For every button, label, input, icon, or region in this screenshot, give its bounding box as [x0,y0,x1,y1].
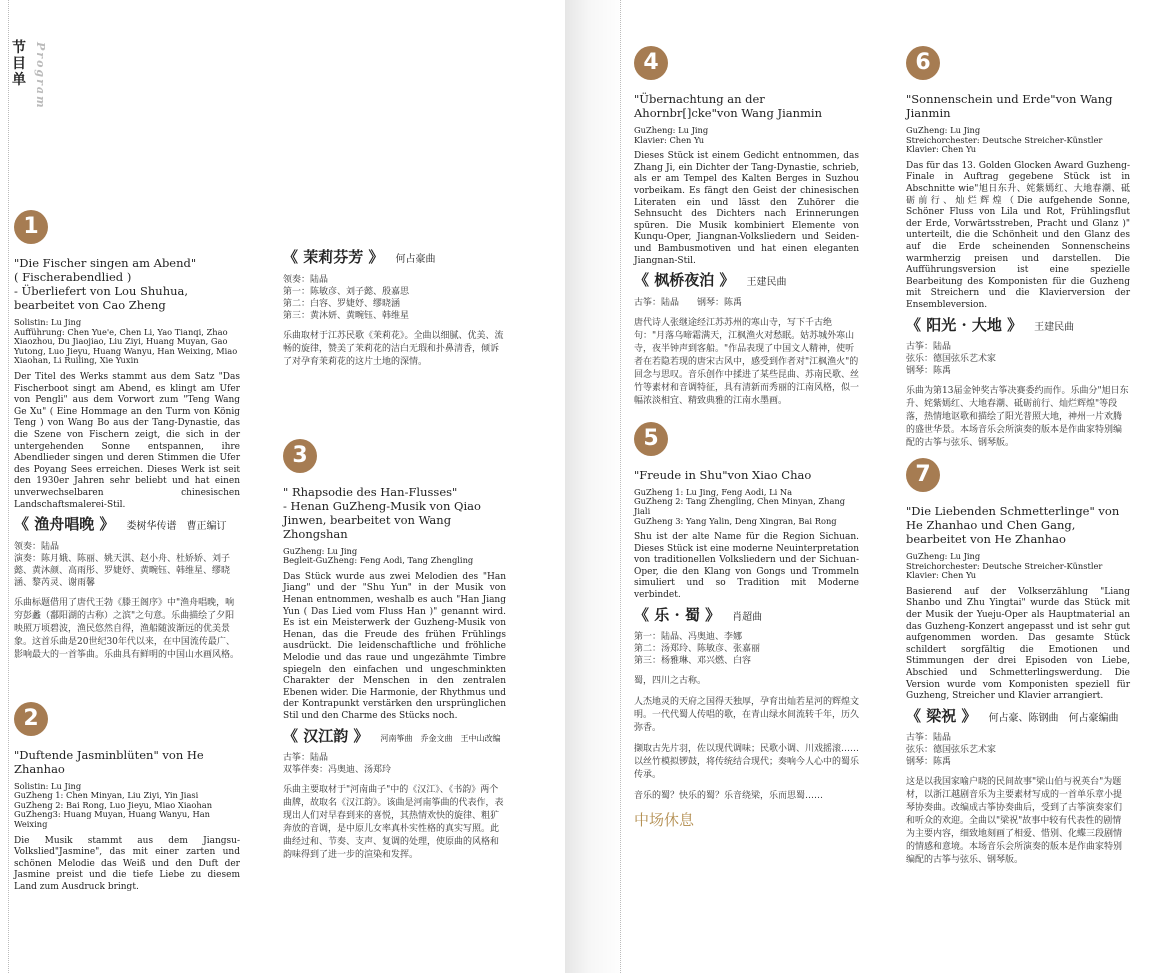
piece-6-cn-performers: 古筝：陆晶 弦乐：德国弦乐艺术家 钢琴：陈禹 [906,342,997,377]
piece-1-cn-performers: 领奏：陆晶 演奏：陈月娥、陈丽、姚天淇、赵小舟、杜娇娇、刘子懿、黄沐颜、高雨彤、罗婕妤、黄畹钰、韩维星、缪晓涵、黎芮灵、谢雨馨 [14,541,231,588]
number-badge-3: 3 [283,439,317,473]
piece-2-performers: Solistin: Lu Jing GuZheng 1: Chen Minyan, Liu Ziyi, Yin Jiasi GuZheng 2: Bai Rong, Luo Jieyu, Miao Xiaohan GuZheng3: Huang Muyan, Huang Wanyu, Han Weixing [14,780,213,830]
piece-3-cn-composer: 河南筝曲 乔金文曲 王中山改编 [380,733,501,743]
piece-7 [906,458,1130,867]
piece-5-description: Shu ist der alte Name für die Region Sichuan. Dieses Stück ist eine moderne Neuinterpretation von traditionellen Volksliedern und der Sichuan-Oper, die den Klang von Gongs und Trommeln simuliert und so Tradition mit Moderne verbindet. [634,532,859,601]
piece-6 [906,46,1130,450]
piece-3-cn-performers: 古筝：陆晶 双筝伴奏：冯奥迪、汤郑玲 [283,753,392,776]
piece-3-cn-heading [283,726,506,745]
piece-7-cn-description: 这是以我国家喻户晓的民间故事"梁山伯与祝英台"为题材，以浙江越剧音乐为主要素材写成的一首单乐章小提琴协奏曲。改编成古筝协奏曲后，受到了古筝演奏家们和听众的欢迎。全曲以"梁祝"故事中较有代表性的剧情为主要内容，细致地刻画了相爱、惜别、化蝶三段剧情的情感和意境。本场音乐会所演奏的版本是作曲家特别编配的古筝与弦乐、钢琴版。 [906,777,1123,866]
piece-4-cn-composer: 王建民曲 [746,277,787,289]
piece-1-cn-description: 乐曲标题借用了唐代王勃《滕王阁序》中"渔舟唱晚，响穷彭蠡（鄱阳湖的古称）之滨"之句意。乐曲描绘了夕阳映照万顷碧波，渔民悠然自得，渔船随波渐远的优美景象。这首乐曲是20世纪30年代以来，在中国流传最广、影响最大的一首筝曲。乐曲具有鲜明的中国山水画风格。 [14,597,240,660]
piece-7-cn-composer: 何占豪、陈钢曲 何占豪编曲 [988,712,1119,724]
piece-6-cn-heading [906,315,1130,334]
piece-6-cn-description: 乐曲为第13届金钟奖古筝决赛委约而作。乐曲分"旭日东升、姹紫嫣红、大地春潮、砥砺前行、灿烂辉煌"等段落，热情地讴歌和描绘了阳光普照大地，神州一片欢腾的盛世华景。本场音乐会所演奏的版本是作曲家特别编配的古筝与弦乐、钢琴版。 [906,386,1129,449]
piece-1-title: "Die Fischer singen am Abend" ( Fischerabendlied ) - Überliefert von Lou Shuhua, bearbeitet von Cao Zheng [14,256,197,312]
number-badge-1: 1 [14,210,48,244]
piece-3 [283,439,506,863]
right-dotted-line [620,0,621,973]
piece-1-cn-composer: 娄树华传谱 曹正编订 [126,521,227,533]
piece-4-cn-description: 唐代诗人张继途经江苏苏州的寒山寺，写下千古绝句："月落乌啼霜满天，江枫渔火对愁眠。姑苏城外寒山寺，夜半钟声到客船。"作品表现了中国文人精神，使听者在若隐若现的唐宋古风中，感受到作者对"江枫渔火"的回念与思叹。音乐创作中揉进了某些昆曲、苏南民歌、丝竹等素材和音调特征，具有清新而秀丽的江南风格，似一幅浓淡相宜、精致典雅的江南水墨画。 [634,317,860,406]
piece-5-cn-title: 《 乐 · 蜀 》 [634,605,721,624]
piece-5-cn-composer: 肖超曲 [732,611,763,623]
program-title: 节目单 [12,40,26,88]
piece-1-performers: Solistin: Lu Jing Aufführung: Chen Yue'e, Chen Li, Yao Tianqi, Zhao Xiaozhou, Du Jiaojiao, Liu Ziyi, Huang Muyan, Gao Yutong, Luo Jieyu, Huang Wanyu, Han Weixing, Miao Xiaohan, Li Ruiling, Xie Yuxin [14,317,238,366]
program-subtitle: Program [34,42,47,110]
piece-3-description: Das Stück wurde aus zwei Melodien des "Han Jiang" und der "Shu Yun" in der Musik von Henan entnommen, weshalb es auch "Han Jiang Yun ( Das Lied vom Fluss Han )" genannt wird. Es ist ein Meisterwerk der Guzheng-Musik von Henan, das die Freude des frühen Frühlings ausdrückt. Die leidenschaftliche und fröhliche Melodie und das raue und ungezähmte Timbre spiegeln den einfachen und ungeschminkten Charakter der Menschen in den zentralen Ebenen wider. Die Harmonie, der Rhythmus und der Kontrapunkt verstärken den ursprünglichen Stil und den Charme des Stücks noch. [283,571,506,721]
piece-2-cn [283,248,506,369]
piece-3-title: " Rhapsodie des Han-Flusses" - Henan GuZheng-Musik von Qiao Jinwen, bearbeitet von Wang Zhongshan [283,484,481,541]
piece-5-cn-heading [634,605,859,624]
piece-2-description: Die Musik stammt aus dem Jiangsu-Volkslied"Jasmine", das mit einer zarten und schönen Melodie das Weiß und den Duft der Jasmine preist und die tiefe Liebe zu diesem Land zum Ausdruck bringt. [14,835,240,893]
column-3 [634,46,860,830]
piece-1-description: Der Titel des Werks stammt aus dem Satz "Das Fischerboot singt am Abend, es klingt am Ufer von Pengli" aus dem Vorwort zum "Teng Wang Ge Xu" ( Eine Hommage an den Turm von König Teng ) von Wang Bo aus der Tang-Dynastie, das die Szene von Fischern zeigt, die sich in der untergehenden Sonne entspannen, ihre Abendlieder singen und deren Stimmen die Ufer des Poyang Sees erreichen. Dieses Werk ist seit den 1930er Jahren sehr beliebt und hat einen unverwechselbaren chinesischen Landschaftsmalerei-Stil. [14,371,240,510]
piece-2-cn-performers: 领奏：陆晶 第一：陈敏彦、刘子懿、殷嘉思 第二：白容、罗婕妤、缪晓涵 第三：黄沐妍、黄畹钰、韩维星 [283,274,410,321]
piece-6-cn-title: 《 阳光 · 大地 》 [906,315,1023,334]
piece-4-description: Dieses Stück ist einem Gedicht entnommen, das Zhang Ji, ein Dichter der Tang-Dynastie, schrieb, als er am Tempel des Kalten Berges in Suzhou vorbeikam. Es fängt den Geist der chinesischen Literaten ein und lässt den Zuhörer die Sehnsucht des Dichters nach Erinnerungen spüren. Die Musik kombiniert Elemente von Kunqu-Oper, Jiangnan-Volksliedern und Seiden- und Bambusmotiven und hat einen eleganten Jiangnan-Stil. [634,151,859,266]
piece-7-cn-title: 《 梁祝 》 [906,706,977,725]
piece-1-cn-heading [14,515,240,534]
piece-6-description: Das für das 13. Golden Glocken Award Guzheng-Finale in Auftrag gegebene Stück ist in Abschnitte wie"旭日东升、姹紫嫣红、大地春潮、砥砺前行、灿烂辉煌（Die aufgehende Sonne, Schöner Fluss von Lila und Rot, Frühlingsflut der Erde, Vorwärtsstreben, Pracht und Glanz )" unterteilt, die die Schönheit und den Glanz des auf die Erde scheinenden Sonnenscheins warmherzig preisen und darstellen. Die Aufführungsversion ist eine spezielle Bearbeitung des Komponisten für die Guzheng mit Streichern und die Klavierversion der Ensembleversion. [906,160,1130,310]
piece-7-performers: GuZheng: Lu Jing Streichorchester: Deutsche Streicher-Künstler Klavier: Chen Yu [906,551,1103,581]
piece-5-cn-description-4: 音乐的蜀？快乐的蜀？乐音绕梁，乐而思蜀…… [634,791,824,802]
number-badge-4: 4 [634,46,668,80]
piece-4 [634,46,859,408]
piece-4-performers: GuZheng: Lu Jing Klavier: Chen Yu [634,125,709,145]
piece-7-cn-performers: 古筝：陆晶 弦乐：德国弦乐艺术家 钢琴：陈禹 [906,733,997,768]
piece-5-cn-description-2: 人杰地灵的天府之国得天独厚，孕育出灿若星河的辉煌文明。一代代蜀人传唱的歌，在青山绿水间流转千年，历久弥香。 [634,697,860,734]
intermission-label: 中场休息 [634,811,695,830]
number-badge-5: 5 [634,422,668,456]
piece-4-cn-title: 《 枫桥夜泊 》 [634,271,735,290]
number-badge-2: 2 [14,702,48,736]
piece-4-cn-heading [634,271,859,290]
piece-5-cn-description-3: 撷取古先片羽，佐以现代调味；民歌小调、川戏摇滚……以丝竹模拟锣鼓，将传统结合现代；奏响今人心中的蜀乐传承。 [634,744,860,781]
piece-5-cn-performers: 第一：陆晶、冯奥迪、李娜 第二：汤郑玲、陈敏彦、张嘉丽 第三：杨雅琳、邓兴燃、白容 [634,632,761,667]
left-dotted-line [8,0,9,973]
piece-2-cn-title: 《 茉莉芬芳 》 [283,248,384,266]
piece-6-performers: GuZheng: Lu Jing Streichorchester: Deutsche Streicher-Künstler Klavier: Chen Yu [906,125,1103,155]
piece-2 [14,702,240,894]
page-gutter [565,0,625,973]
column-1 [14,210,240,902]
number-badge-7: 7 [906,458,940,492]
piece-5 [634,422,859,804]
piece-1-cn-title: 《 渔舟唱晚 》 [14,515,115,534]
piece-3-cn-description: 乐曲主要取材于"河南曲子"中的《汉江》、《书韵》两个曲牌，故取名《汉江韵》。该曲是河南筝曲的代表作，表现出人们对早春到来的喜悦，其热情欢快的旋律、粗犷奔放的音调，是中原儿女率真朴实性格的真实写照。此曲经过和、节奏、支声、复调的处理，使原曲的风格和韵味得到了进一步的渲染和发挥。 [283,785,504,861]
column-4 [906,46,1130,875]
piece-2-cn-composer: 何占豪曲 [395,254,436,265]
piece-5-title: "Freude in Shu"von Xiao Chao [634,467,812,482]
piece-5-performers: GuZheng 1: Lu Jing, Feng Aodi, Li Na GuZheng 2: Tang Zhengling, Chen Minyan, Zhang Jiali GuZheng 3: Yang Yalin, Deng Xingran, Bai Rong [634,486,846,526]
piece-1 [14,210,240,662]
piece-7-description: Basierend auf der Volkserzählung "Liang Shanbo und Zhu Yingtai" wurde das Stück mit der Musik der Yueju-Oper als Hauptmaterial an das Guzheng-Konzert angepasst und ist sehr gut aufgenommen worden. Das gesamte Stück schildert sorgfältig die Emotionen und Stimmungen der drei Episoden von Liebe, Abschied und Schmetterlingswerdung. Die Version wurde vom Komponisten speziell für Guzheng, Streicher und Klavier arrangiert. [906,586,1130,702]
program-heading [12,40,47,110]
piece-7-title: "Die Liebenden Schmetterlinge" von He Zhanhao und Chen Gang, bearbeitet von He Zhanhao [906,504,1120,547]
piece-2-cn-heading [283,248,506,266]
piece-7-cn-heading [906,706,1130,725]
piece-3-cn-title: 《 汉江韵 》 [283,726,369,745]
piece-4-title: "Übernachtung an der Ahornbr[]cke"von Wang Jianmin [634,92,822,120]
piece-6-cn-composer: 王建民曲 [1034,321,1075,333]
number-badge-6: 6 [906,46,940,80]
piece-3-performers: GuZheng: Lu Jing Begleit-GuZheng: Feng Aodi, Tang Zhengling [283,545,474,566]
piece-4-cn-performers: 古筝：陆晶 钢琴：陈禹 [634,297,743,308]
piece-5-cn-description-1: 蜀，四川之古称。 [634,676,707,687]
column-2 [283,248,506,870]
piece-2-cn-description: 乐曲取材于江苏民歌《茉莉花》。全曲以细腻、优美、流畅的旋律，赞美了茉莉花的洁白无瑕和扑鼻清香，倾诉了对孕育茉莉花的这片土地的深情。 [283,330,504,367]
piece-6-title: "Sonnenschein und Erde"von Wang Jianmin [906,92,1113,120]
piece-2-title: "Duftende Jasminblüten" von He Zhanhao [14,747,204,776]
